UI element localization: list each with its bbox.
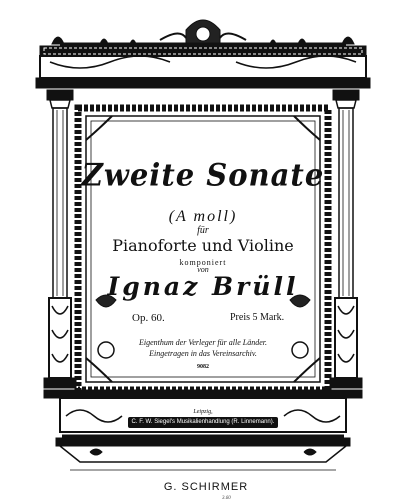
instrumentation: Pianoforte und Violine <box>112 236 294 255</box>
key-signature: (A moll) <box>168 208 238 225</box>
rights-line-1: Eigenthum der Verleger für alle Länder. <box>139 338 267 347</box>
composer-name: Ignaz Brüll <box>107 272 299 301</box>
base-pedestal <box>44 390 362 470</box>
rights-line-2: Eingetragen in das Vereinsarchiv. <box>149 349 257 358</box>
by-word: von <box>197 265 209 274</box>
composed-word: komponiert <box>179 258 227 267</box>
publisher-banner: C. F. W. Siegel's Musikalienhandlung (R. Linnemann). <box>128 417 278 428</box>
schirmer-stamp: G. SCHIRMER <box>163 481 249 493</box>
work-title: Zweite Sonate <box>81 157 325 193</box>
top-crest <box>36 20 370 88</box>
plate-number: 9082 <box>197 364 209 370</box>
publisher-city: Leipzig, <box>193 409 213 415</box>
pencil-note: 3.60 <box>222 496 231 501</box>
opus-number: Op. 60. <box>132 312 165 324</box>
price: Preis 5 Mark. <box>230 312 285 323</box>
for-word: für <box>197 225 209 236</box>
